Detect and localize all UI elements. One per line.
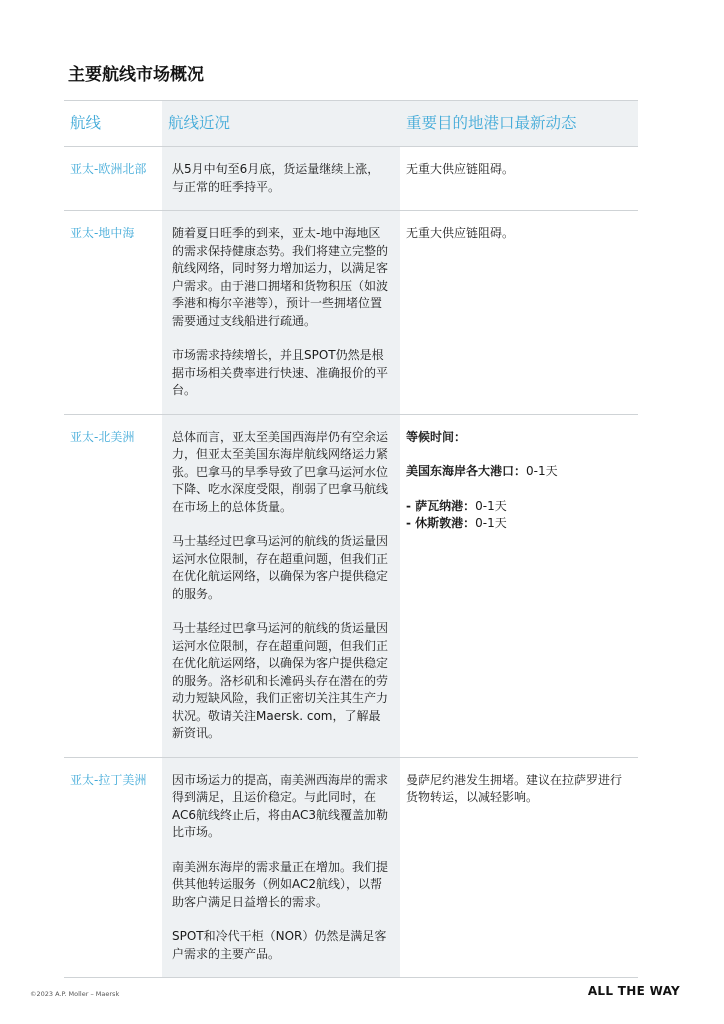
- copyright-notice: ©2023 A.P. Moller – Maersk: [30, 990, 120, 998]
- route-market-table: [64, 100, 638, 978]
- recent-paragraph: 随着夏日旺季的到来，亚太-地中海地区的需求保持健康态势。我们将建立完整的航线网络，同时努力增加运力，以满足客户需求。由于港口拥堵和货物积压（如波季港和梅尔辛港等），预计一些拥堵位置需要通过支线船进行疏通。: [172, 226, 389, 328]
- route-name: 亚太-欧洲北部: [70, 162, 147, 176]
- update-text: 0-1天: [475, 516, 507, 530]
- recent-paragraph: SPOT和冷代干柜（NOR）仍然是满足客户需求的主要产品。: [172, 929, 387, 961]
- header-route: 航线: [70, 113, 102, 132]
- update-label: - 休斯敦港：: [406, 516, 476, 530]
- route-recent-status: [162, 147, 400, 211]
- update-label: 美国东海岸各大港口：: [406, 464, 527, 478]
- header-recent: 航线近况: [162, 101, 400, 147]
- update-line: [406, 225, 628, 243]
- table-row: [64, 211, 638, 415]
- update-line: [406, 161, 628, 179]
- table-row: [64, 147, 638, 211]
- port-updates: [400, 211, 638, 415]
- recent-paragraph: 马士基经过巴拿马运河的航线的货运量因运河水位限制，存在超重问题，但我们正在优化航运网络，以确保为客户提供稳定的服务。洛杉矶和长滩码头存在潜在的劳动力短缺风险，我们正密切关注其生产力状况。敬请关注Maersk. com，了解最新资讯。: [172, 621, 389, 740]
- spacer: [406, 481, 628, 498]
- route-recent-status: [162, 211, 400, 415]
- update-text: 曼萨尼约港发生拥堵。建议在拉萨罗进行货物转运，以减轻影响。: [406, 772, 623, 804]
- update-line: [406, 429, 628, 447]
- table-header-row: [64, 101, 638, 147]
- port-updates: [400, 757, 638, 978]
- route-name: 亚太-地中海: [70, 226, 135, 240]
- port-updates: [400, 147, 638, 211]
- header-port-updates: 重要目的地港口最新动态: [400, 101, 638, 147]
- recent-paragraph: 南美洲东海岸的需求量正在增加。我们提供其他转运服务（例如AC2航线），以帮助客户满足日益增长的需求。: [172, 859, 389, 909]
- recent-paragraph: 马士基经过巴拿马运河的航线的货运量因运河水位限制，存在超重问题，但我们正在优化航运网络，以确保为客户提供稳定的服务。: [172, 534, 389, 601]
- brand-slogan: ALL THE WAY: [587, 984, 680, 998]
- recent-paragraph: 总体而言，亚太至美国西海岸仍有空余运力，但亚太至美国东海岸航线网络运力紧张。巴拿马的旱季导致了巴拿马运河水位下降、吃水深度受限，削弱了巴拿马航线在市场上的总体货量。: [172, 429, 389, 514]
- update-text: 无重大供应链阻碍。: [406, 226, 515, 240]
- route-recent-status: [162, 414, 400, 757]
- update-text: 0-1天: [526, 464, 558, 478]
- update-label: - 萨瓦纳港：: [406, 498, 476, 513]
- table-row: [64, 757, 638, 978]
- spacer: [406, 446, 628, 463]
- table-row: [64, 414, 638, 757]
- update-line: [406, 498, 628, 516]
- page-title: 主要航线市场概况: [68, 65, 204, 85]
- port-updates: [400, 414, 638, 757]
- route-recent-status: [162, 757, 400, 978]
- route-name: 亚太-北美洲: [70, 429, 135, 444]
- update-line: [406, 463, 628, 481]
- update-line: [406, 772, 628, 807]
- update-line: [406, 515, 628, 533]
- recent-paragraph: 因市场运力的提高，南美洲西海岸的需求得到满足，且运价稳定。与此同时，在AC6航线终止后，将由AC3航线覆盖加勒比市场。: [172, 772, 389, 839]
- update-label: 等候时间：: [406, 429, 467, 444]
- recent-paragraph: 从5月中旬至6月底，货运量继续上涨，与正常的旺季持平。: [172, 162, 380, 194]
- recent-paragraph: 市场需求持续增长，并且SPOT仍然是根据市场相关费率进行快速、准确报价的平台。: [172, 348, 389, 397]
- route-name: 亚太-拉丁美洲: [70, 772, 147, 787]
- update-text: 无重大供应链阻碍。: [406, 162, 515, 176]
- update-text: 0-1天: [475, 498, 507, 513]
